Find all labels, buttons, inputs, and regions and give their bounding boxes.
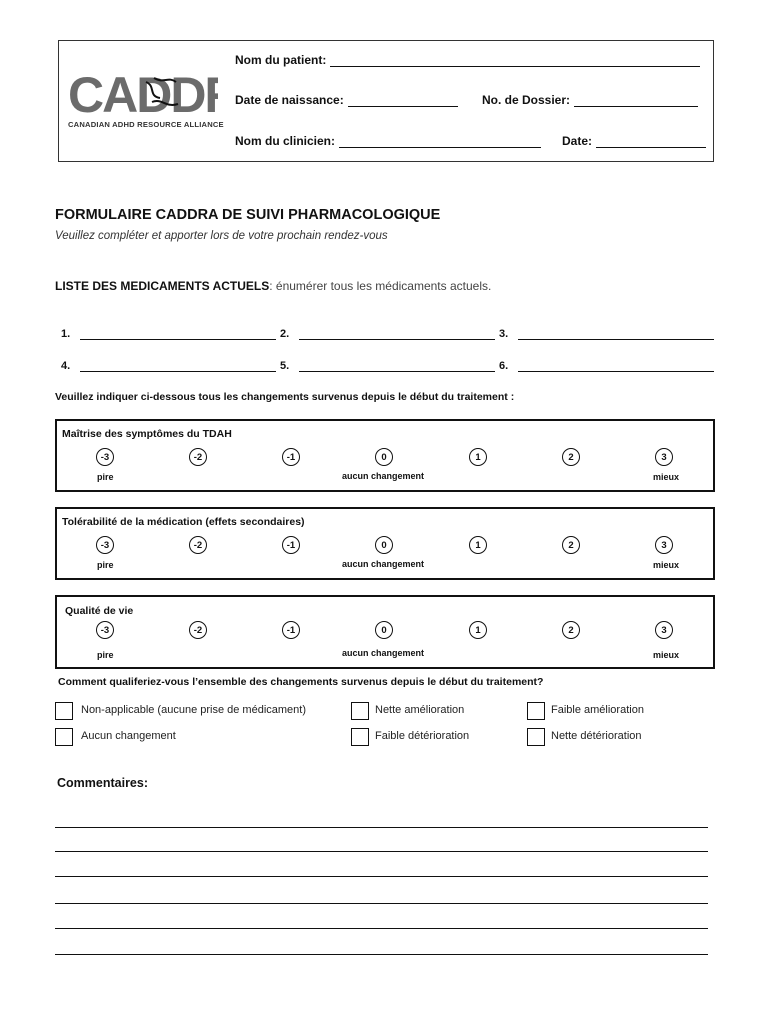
rating-option[interactable]: 3 [655,536,673,554]
option-label: Nette amélioration [375,704,465,716]
medication-number: 2. [280,328,290,340]
comments-label: Commentaires: [57,776,148,790]
option-checkbox-no-change[interactable] [55,728,73,746]
medications-heading-rest: : énumérer tous les médicaments actuels. [269,279,492,293]
patient-name-label: Nom du patient: [235,53,327,67]
medication-item[interactable] [61,327,276,340]
scale-mid-label: aucun changement [342,559,425,569]
file-number-label: No. de Dossier: [482,93,571,107]
option-checkbox-not-applicable[interactable] [55,702,73,720]
birth-date-label: Date de naissance: [235,93,344,107]
comment-line[interactable] [55,851,708,852]
patient-name-field[interactable] [235,53,700,67]
option-label: Faible amélioration [551,704,644,716]
rating-option[interactable]: 1 [469,621,487,639]
rating-option[interactable]: -1 [282,621,300,639]
scale-low-label: pire [97,472,114,482]
logo-tagline: CANADIAN ADHD RESOURCE ALLIANCE [68,120,224,129]
rating-option[interactable]: -3 [96,621,114,639]
scale-low-label: pire [97,560,114,570]
scale-symptom-control [55,419,715,492]
rating-option[interactable]: 1 [469,448,487,466]
patient-name-line[interactable] [330,54,700,67]
clinician-field[interactable] [235,134,541,148]
option-label: Aucun changement [81,730,176,742]
rating-option[interactable]: -2 [189,448,207,466]
medication-item[interactable] [61,359,276,372]
medication-number: 4. [61,360,71,372]
rating-option[interactable]: 2 [562,621,580,639]
rating-option[interactable]: -3 [96,536,114,554]
rating-option[interactable]: 2 [562,448,580,466]
medication-line[interactable] [299,359,495,372]
rating-option[interactable]: 2 [562,536,580,554]
medication-item[interactable] [499,327,714,340]
scale-tolerability [55,507,715,580]
medication-item[interactable] [499,359,714,372]
rating-option[interactable]: -3 [96,448,114,466]
option-checkbox-slight-improvement[interactable] [527,702,545,720]
clinician-label: Nom du clinicien: [235,134,336,148]
scale-mid-label: aucun changement [342,648,425,658]
medication-line[interactable] [80,327,276,340]
medications-heading [55,279,491,293]
birth-date-field[interactable] [235,93,458,107]
scale-low-label: pire [97,650,114,660]
file-number-line[interactable] [574,94,698,107]
rating-option[interactable]: 0 [375,621,393,639]
comment-line[interactable] [55,928,708,929]
comment-line[interactable] [55,876,708,877]
option-label: Nette détérioration [551,730,642,742]
medication-item[interactable] [280,359,495,372]
birth-date-line[interactable] [348,94,458,107]
scale-high-label: mieux [653,560,680,570]
scale-title: Maîtrise des symptômes du TDAH [62,428,232,440]
file-number-field[interactable] [482,93,698,107]
rating-option[interactable]: -1 [282,536,300,554]
rating-option[interactable]: -2 [189,536,207,554]
clinician-line[interactable] [339,135,541,148]
scale-high-label: mieux [653,472,680,482]
medication-line[interactable] [299,327,495,340]
comment-line[interactable] [55,954,708,955]
rating-option[interactable]: 3 [655,621,673,639]
rating-option[interactable]: 1 [469,536,487,554]
option-label: Non-applicable (aucune prise de médicament) [81,704,307,716]
option-checkbox-clear-improvement[interactable] [351,702,369,720]
scale-quality-of-life [55,595,715,669]
scale-title: Qualité de vie [65,605,134,617]
date-field[interactable] [562,134,706,148]
medication-number: 5. [280,360,290,372]
medication-line[interactable] [518,327,714,340]
overall-change-question: Comment qualiferiez-vous l’ensemble des changements survenus depuis le début du traitement? [58,676,544,688]
medications-heading-bold: LISTE DES MEDICAMENTS ACTUELS [55,279,270,293]
rating-option[interactable]: 0 [375,536,393,554]
medication-item[interactable] [280,327,495,340]
medication-line[interactable] [80,359,276,372]
rating-option[interactable]: 3 [655,448,673,466]
rating-option[interactable]: -2 [189,621,207,639]
medication-number: 6. [499,360,509,372]
rating-option[interactable]: 0 [375,448,393,466]
scale-mid-label: aucun changement [342,471,425,481]
medication-number: 3. [499,328,509,340]
comment-line[interactable] [55,903,708,904]
option-label: Faible détérioration [375,730,470,742]
medication-line[interactable] [518,359,714,372]
scale-high-label: mieux [653,650,680,660]
form-title: FORMULAIRE CADDRA DE SUIVI PHARMACOLOGIQUE [55,207,441,223]
option-checkbox-slight-deterioration[interactable] [351,728,369,746]
option-checkbox-clear-deterioration[interactable] [527,728,545,746]
changes-intro: Veuillez indiquer ci-dessous tous les changements survenus depuis le début du traitement : [55,391,515,403]
logo-wordmark: CADD [68,68,205,120]
date-line[interactable] [596,135,706,148]
scale-title: Tolérabilité de la médication (effets secondaires) [62,516,305,528]
form-subtitle: Veuillez compléter et apporter lors de votre prochain rendez-vous [55,230,388,242]
date-label: Date: [562,134,593,148]
rating-option[interactable]: -1 [282,448,300,466]
comment-line[interactable] [55,827,708,828]
medication-number: 1. [61,328,71,340]
